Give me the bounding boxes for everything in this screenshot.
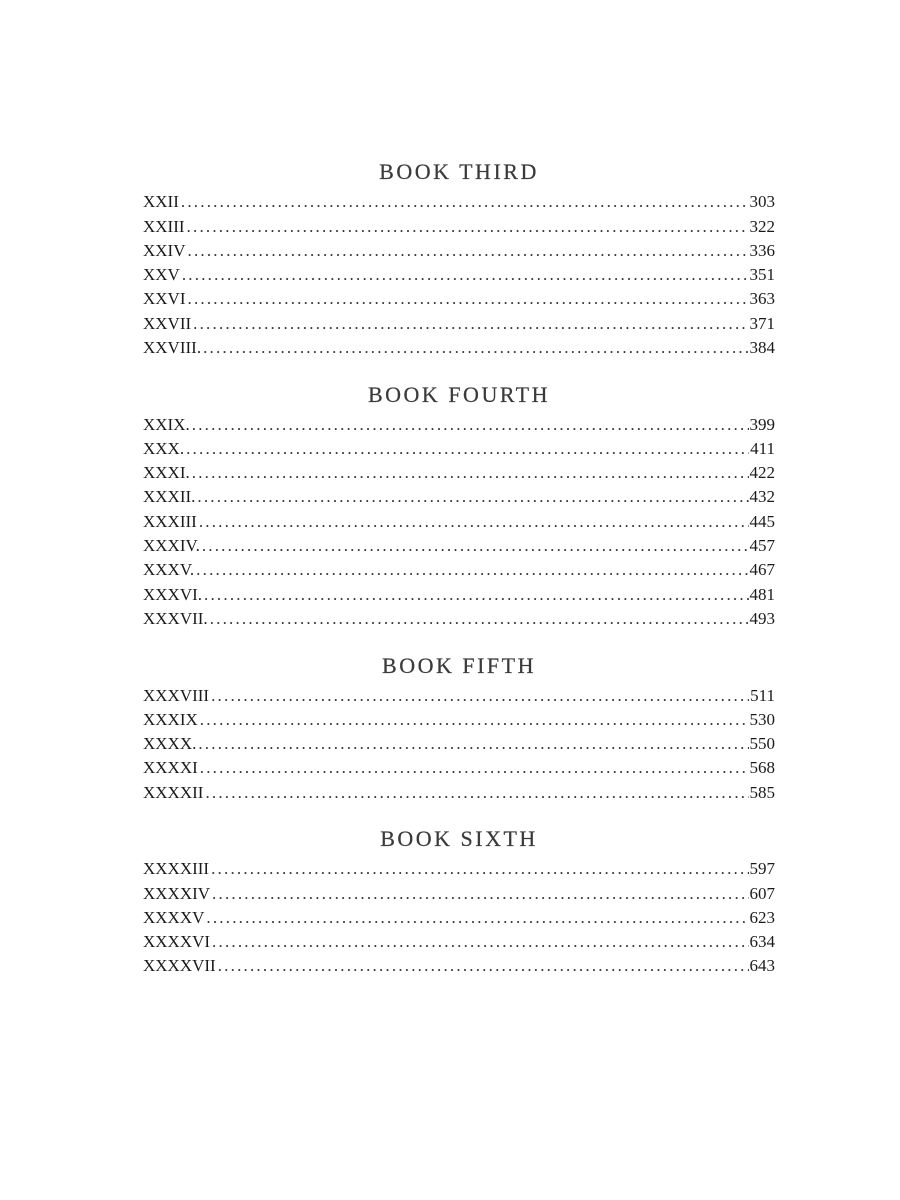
- chapter-number: XXXXI: [143, 758, 198, 778]
- table-of-contents: [143, 138, 775, 993]
- dot-leader: [186, 437, 749, 461]
- chapter-number: XXXIII: [143, 511, 197, 531]
- chapter-number: XXXVIII: [143, 685, 210, 705]
- book-title: BOOK SIXTH: [380, 826, 538, 852]
- page-number: 457: [749, 536, 775, 556]
- page-number: 607: [749, 883, 775, 903]
- toc-row[interactable]: [143, 239, 775, 263]
- page-number: 411: [750, 438, 775, 458]
- page-number: 322: [749, 216, 775, 236]
- chapter-list: [143, 857, 775, 978]
- page-number: 597: [749, 859, 775, 879]
- page-number: 550: [749, 734, 775, 754]
- toc-row[interactable]: [143, 930, 775, 954]
- toc-row[interactable]: [143, 607, 775, 631]
- chapter-number: XXXXVI: [143, 932, 211, 952]
- page-number: 384: [749, 338, 775, 358]
- page-number: 336: [749, 240, 775, 260]
- dot-leader: [192, 461, 749, 485]
- toc-row[interactable]: [143, 558, 775, 582]
- page-number: 511: [750, 685, 775, 705]
- toc-row[interactable]: [143, 857, 775, 881]
- chapter-list: [143, 684, 775, 805]
- page-number: 623: [749, 907, 775, 927]
- chapter-number: XXVIII.: [143, 338, 202, 358]
- chapter-number: XXXXIII: [143, 859, 210, 879]
- page-number: 568: [749, 758, 775, 778]
- chapter-number: XXXI.: [143, 463, 190, 483]
- chapter-number: XXV: [143, 265, 180, 285]
- dot-leader: [196, 558, 748, 582]
- toc-row[interactable]: [143, 336, 775, 360]
- toc-row[interactable]: [143, 732, 775, 756]
- page-number: 432: [749, 487, 775, 507]
- toc-row[interactable]: [143, 906, 775, 930]
- book-sixth-section: [143, 823, 775, 978]
- toc-row[interactable]: [143, 708, 775, 732]
- page-number: 585: [749, 782, 775, 802]
- chapter-number: XXXVI.: [143, 584, 203, 604]
- toc-row[interactable]: [143, 485, 775, 509]
- dot-leader: [212, 882, 748, 906]
- chapter-number: XXX.: [143, 438, 185, 458]
- chapter-number: XXIV: [143, 240, 186, 260]
- dot-leader: [188, 239, 749, 263]
- dot-leader: [203, 336, 748, 360]
- page-number: 643: [749, 956, 775, 976]
- toc-row[interactable]: [143, 781, 775, 805]
- book-fifth-section: [143, 650, 775, 805]
- book-title: BOOK FOURTH: [367, 381, 551, 407]
- chapter-number: XXXXVII: [143, 956, 216, 976]
- dot-leader: [205, 781, 748, 805]
- chapter-list: [143, 413, 775, 632]
- chapter-number: XXII: [143, 192, 179, 212]
- book-third-section: [143, 156, 775, 360]
- dot-leader: [206, 906, 748, 930]
- page-number: 371: [749, 313, 775, 333]
- page-number: 351: [749, 265, 775, 285]
- chapter-number: XXXXV: [143, 907, 205, 927]
- chapter-number: XXXIX: [143, 709, 198, 729]
- page-number: 530: [749, 709, 775, 729]
- page-number: 634: [749, 932, 775, 952]
- toc-row[interactable]: [143, 756, 775, 780]
- dot-leader: [187, 215, 749, 239]
- dot-leader: [182, 263, 749, 287]
- toc-row[interactable]: [143, 534, 775, 558]
- toc-row[interactable]: [143, 413, 775, 437]
- chapter-number: XXIX.: [143, 414, 190, 434]
- dot-leader: [202, 534, 749, 558]
- dot-leader: [218, 954, 749, 978]
- toc-row[interactable]: [143, 263, 775, 287]
- toc-row[interactable]: [143, 437, 775, 461]
- toc-row[interactable]: [143, 287, 775, 311]
- page-number: 493: [749, 608, 775, 628]
- chapter-number: XXXXII: [143, 782, 204, 802]
- chapter-number: XXXX.: [143, 734, 197, 754]
- page-number: 303: [749, 192, 775, 212]
- chapter-number: XXXV.: [143, 560, 195, 580]
- book-title: BOOK FIFTH: [382, 652, 536, 678]
- chapter-number: XXXIV.: [143, 536, 200, 556]
- dot-leader: [197, 485, 748, 509]
- dot-leader: [198, 732, 748, 756]
- toc-row[interactable]: [143, 882, 775, 906]
- dot-leader: [200, 756, 749, 780]
- chapter-number: XXXVII.: [143, 608, 208, 628]
- book-title: BOOK THIRD: [379, 159, 539, 185]
- chapter-number: XXVII: [143, 313, 192, 333]
- dot-leader: [181, 190, 749, 214]
- toc-row[interactable]: [143, 510, 775, 534]
- toc-row[interactable]: [143, 312, 775, 336]
- dot-leader: [200, 708, 749, 732]
- page-number: 481: [749, 584, 775, 604]
- chapter-number: XXXII.: [143, 487, 196, 507]
- book-fourth-section: [143, 379, 775, 632]
- page-number: 363: [749, 289, 775, 309]
- dot-leader: [211, 857, 748, 881]
- dot-leader: [192, 413, 749, 437]
- toc-row[interactable]: [143, 461, 775, 485]
- dot-leader: [211, 684, 749, 708]
- page-number: 422: [749, 463, 775, 483]
- dot-leader: [193, 312, 748, 336]
- dot-leader: [204, 583, 748, 607]
- page-number: 399: [749, 414, 775, 434]
- toc-row[interactable]: [143, 215, 775, 239]
- page-number: 467: [749, 560, 775, 580]
- chapter-number: XXIII: [143, 216, 185, 236]
- toc-row[interactable]: [143, 190, 775, 214]
- toc-row[interactable]: [143, 954, 775, 978]
- toc-row[interactable]: [143, 684, 775, 708]
- chapter-number: XXXXIV: [143, 883, 211, 903]
- dot-leader: [210, 607, 749, 631]
- dot-leader: [212, 930, 748, 954]
- chapter-list: [143, 190, 775, 360]
- dot-leader: [199, 510, 749, 534]
- toc-row[interactable]: [143, 583, 775, 607]
- page-number: 445: [749, 511, 775, 531]
- dot-leader: [188, 287, 749, 311]
- chapter-number: XXVI: [143, 289, 186, 309]
